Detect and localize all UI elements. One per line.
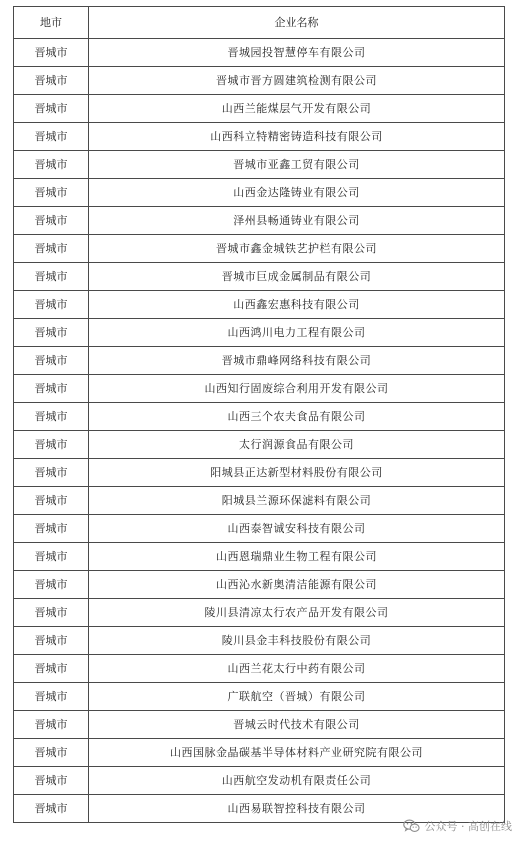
table-row [14, 235, 505, 263]
city-cell: 晋城市 [14, 739, 89, 767]
company-name-cell: 晋城市晋方圆建筑检测有限公司 [89, 67, 505, 95]
company-name-cell: 山西金达隆铸业有限公司 [89, 179, 505, 207]
company-name-cell: 山西鸿川电力工程有限公司 [89, 319, 505, 347]
table-row [14, 95, 505, 123]
city-cell: 晋城市 [14, 431, 89, 459]
company-name-cell: 晋城园投智慧停车有限公司 [89, 39, 505, 67]
table-row [14, 263, 505, 291]
company-name-cell: 山西三个农夫食品有限公司 [89, 403, 505, 431]
table-row [14, 347, 505, 375]
table-row [14, 571, 505, 599]
table-row [14, 291, 505, 319]
city-cell: 晋城市 [14, 347, 89, 375]
city-cell: 晋城市 [14, 123, 89, 151]
table-row [14, 151, 505, 179]
table-row [14, 543, 505, 571]
city-cell: 晋城市 [14, 319, 89, 347]
table-row [14, 459, 505, 487]
company-name-cell: 山西航空发动机有限责任公司 [89, 767, 505, 795]
city-cell: 晋城市 [14, 487, 89, 515]
company-name-cell: 晋城市亚鑫工贸有限公司 [89, 151, 505, 179]
company-name-cell: 山西鑫宏惠科技有限公司 [89, 291, 505, 319]
company-name-cell: 广联航空（晋城）有限公司 [89, 683, 505, 711]
city-cell: 晋城市 [14, 179, 89, 207]
company-name-cell: 山西沁水新奥清洁能源有限公司 [89, 571, 505, 599]
city-cell: 晋城市 [14, 543, 89, 571]
company-name-cell: 晋城市鼎峰网络科技有限公司 [89, 347, 505, 375]
company-name-cell: 山西泰智诚安科技有限公司 [89, 515, 505, 543]
table-row [14, 207, 505, 235]
city-cell: 晋城市 [14, 403, 89, 431]
table-row [14, 123, 505, 151]
table-row [14, 403, 505, 431]
company-name-cell: 陵川县清凉太行农产品开发有限公司 [89, 599, 505, 627]
caption-fragment [232, 0, 282, 3]
company-name-cell: 泽州县畅通铸业有限公司 [89, 207, 505, 235]
table-row [14, 319, 505, 347]
city-cell: 晋城市 [14, 795, 89, 823]
company-name-cell: 山西恩瑞鼎业生物工程有限公司 [89, 543, 505, 571]
watermark-text: 公众号 · 高创在线 [424, 820, 512, 833]
company-name-cell: 山西兰能煤层气开发有限公司 [89, 95, 505, 123]
company-name-cell: 陵川县金丰科技股份有限公司 [89, 627, 505, 655]
company-table [13, 6, 505, 823]
city-cell: 晋城市 [14, 67, 89, 95]
company-name-cell: 山西易联智控科技有限公司 [89, 795, 505, 823]
city-cell: 晋城市 [14, 627, 89, 655]
table-row [14, 487, 505, 515]
company-name-cell: 晋城市鑫金城铁艺护栏有限公司 [89, 235, 505, 263]
watermark [403, 818, 513, 834]
table-body [14, 39, 505, 823]
city-cell: 晋城市 [14, 767, 89, 795]
city-cell: 晋城市 [14, 95, 89, 123]
table-row [14, 515, 505, 543]
company-name-cell: 晋城云时代技术有限公司 [89, 711, 505, 739]
company-name-cell: 阳城县兰源环保滤料有限公司 [89, 487, 505, 515]
city-cell: 晋城市 [14, 599, 89, 627]
header-city: 地市 [14, 7, 89, 39]
city-cell: 晋城市 [14, 711, 89, 739]
table-row [14, 599, 505, 627]
city-cell: 晋城市 [14, 263, 89, 291]
table-row [14, 179, 505, 207]
city-cell: 晋城市 [14, 151, 89, 179]
table-row [14, 711, 505, 739]
city-cell: 晋城市 [14, 571, 89, 599]
table-row [14, 739, 505, 767]
company-name-cell: 山西知行固废综合利用开发有限公司 [89, 375, 505, 403]
wechat-icon [403, 819, 420, 833]
company-name-cell: 山西兰花太行中药有限公司 [89, 655, 505, 683]
table-row [14, 683, 505, 711]
table-row [14, 375, 505, 403]
city-cell: 晋城市 [14, 375, 89, 403]
table-header-row [14, 7, 505, 39]
table-row [14, 655, 505, 683]
city-cell: 晋城市 [14, 39, 89, 67]
city-cell: 晋城市 [14, 515, 89, 543]
company-name-cell: 山西国脉金晶碳基半导体材料产业研究院有限公司 [89, 739, 505, 767]
city-cell: 晋城市 [14, 655, 89, 683]
table-row [14, 431, 505, 459]
city-cell: 晋城市 [14, 235, 89, 263]
table-row [14, 627, 505, 655]
company-name-cell: 阳城县正达新型材料股份有限公司 [89, 459, 505, 487]
table-row [14, 767, 505, 795]
city-cell: 晋城市 [14, 291, 89, 319]
company-name-cell: 晋城市巨成金属制品有限公司 [89, 263, 505, 291]
header-company-name: 企业名称 [89, 7, 505, 39]
table-row [14, 39, 505, 67]
table-row [14, 67, 505, 95]
company-name-cell: 太行润源食品有限公司 [89, 431, 505, 459]
city-cell: 晋城市 [14, 683, 89, 711]
company-name-cell: 山西科立特精密铸造科技有限公司 [89, 123, 505, 151]
city-cell: 晋城市 [14, 459, 89, 487]
city-cell: 晋城市 [14, 207, 89, 235]
